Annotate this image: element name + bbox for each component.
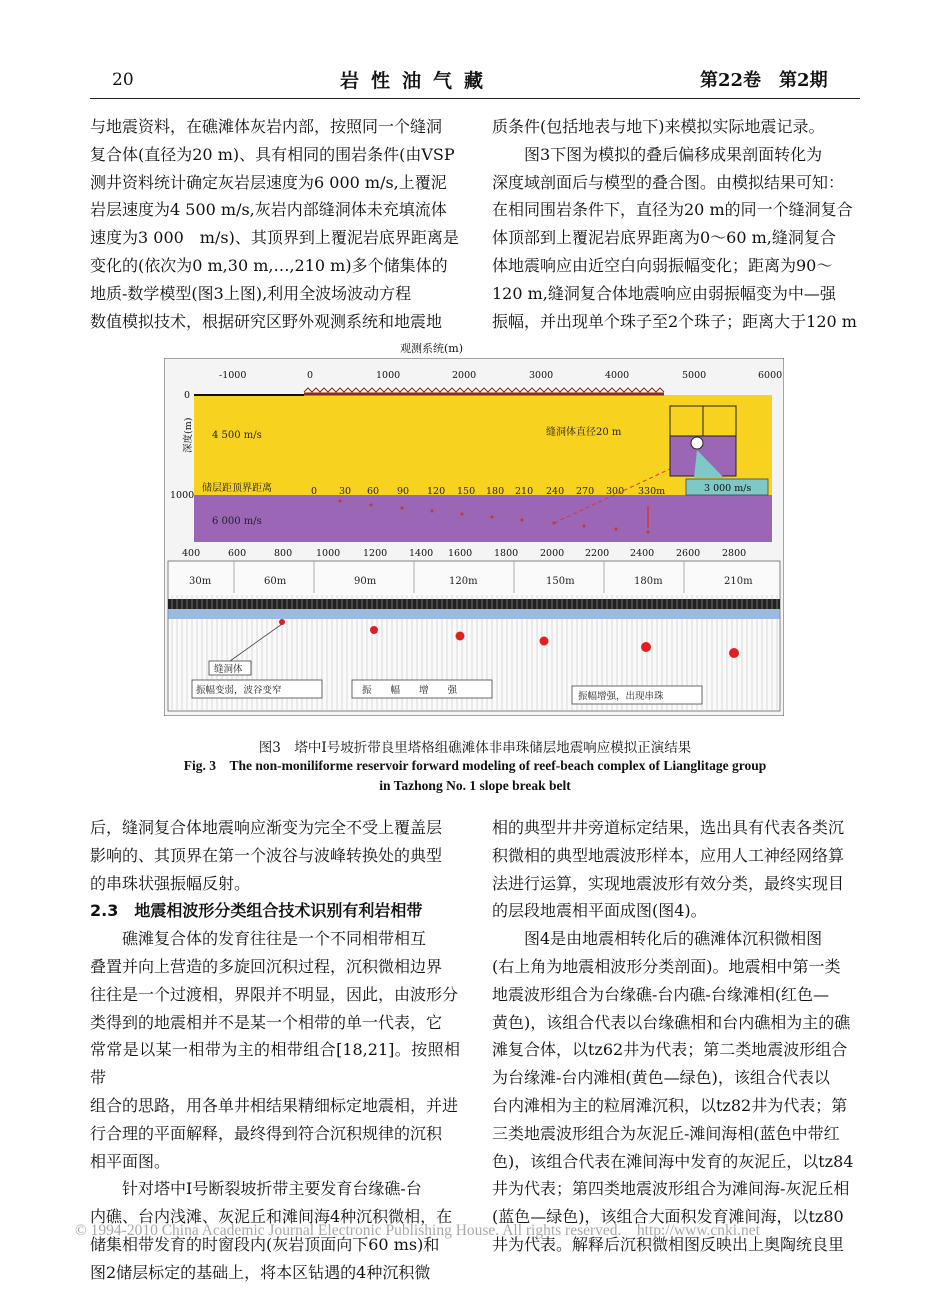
- caption-en-line: in Tazhong No. 1 slope break belt: [379, 778, 571, 793]
- distance-value: 30: [339, 486, 352, 497]
- depth-label: 深度(m): [183, 417, 194, 453]
- text-line: 深度域剖面后与模型的叠合图。由模拟结果可知：: [492, 172, 845, 192]
- text-line: 测井资料统计确定灰岩层速度为6 000 m/s,上覆泥: [90, 172, 447, 192]
- text-line: 行合理的平面解释，最终得到符合沉积规律的沉积: [90, 1123, 443, 1143]
- zone-label: 振幅增强，出现串珠: [578, 691, 664, 702]
- text-line: 影响的、其顶界在第一个波谷与波峰转换处的典型: [90, 845, 443, 865]
- text-line: 振幅，并出现单个珠子至2个珠子；距离大于120 m: [492, 311, 857, 331]
- top-tick: 6000: [758, 370, 783, 381]
- text-line: 质条件(包括地表与地下)来模拟实际地震记录。: [492, 117, 825, 136]
- section-label: 180m: [634, 576, 663, 587]
- distance-value: 150: [457, 486, 476, 497]
- text-line: 黄色)，该组合代表以台缘礁相和台内礁相为主的礁: [492, 1012, 851, 1032]
- section-label: 90m: [354, 576, 377, 587]
- bottom-tick: 1400: [409, 548, 434, 559]
- distance-value: 120: [427, 486, 446, 497]
- figure-caption-en: [90, 756, 860, 796]
- text-line: 地质-数学模型(图3上图),利用全波场波动方程: [90, 283, 412, 303]
- limestone-velocity-label: 6 000 m/s: [212, 516, 262, 527]
- top-tick: 5000: [682, 370, 707, 381]
- bottom-tick: 400: [182, 548, 201, 559]
- top-tick: 3000: [529, 370, 554, 381]
- text-line: 滩复合体，以tz62井为代表；第二类地震波形组合: [492, 1040, 848, 1060]
- top-tick: 4000: [605, 370, 630, 381]
- header-rule: [90, 98, 860, 99]
- caption-en-line: Fig. 3 The non-moniliforme reservoir forward modeling of reef-beach complex of Lianglitage group: [183, 758, 767, 773]
- bottom-tick: 600: [228, 548, 247, 559]
- bottom-tick: 2800: [722, 548, 747, 559]
- text-line: 常常是以某一相带为主的相带组合[18,21]。按照相带: [90, 1040, 460, 1088]
- bottom-tick: 1200: [363, 548, 388, 559]
- depth-tick: 0: [184, 390, 191, 401]
- text-line: 储集相带发育的时窗段内(灰岩顶面向下60 ms)和: [90, 1234, 440, 1254]
- text-line: 数值模拟技术，根据研究区野外观测系统和地震地: [90, 311, 443, 331]
- shale-velocity-label: 4 500 m/s: [212, 430, 262, 441]
- distance-value: 240: [546, 486, 565, 497]
- zone-label: 振 幅 增 强: [362, 685, 458, 696]
- section-label: 210m: [724, 576, 753, 587]
- forward-model-figure: [164, 358, 784, 716]
- text-line: 叠置并向上营造的多旋回沉积过程，沉积微相边界: [90, 956, 443, 976]
- cave-velocity-label: 3 000 m/s: [704, 483, 752, 494]
- cave-label: 缝洞体: [214, 664, 243, 675]
- cave-icon: [691, 437, 703, 449]
- text-line: 速度为3 000 m/s)、其顶界到上覆泥岩底界距离是: [90, 228, 459, 248]
- text-line: 后，缝洞复合体地震响应渐变为完全不受上覆盖层: [90, 818, 443, 837]
- distance-value: 300: [606, 486, 625, 497]
- text-line: 的层段地震相平面成图(图4)。: [492, 901, 707, 921]
- figure-top-title: 观测系统(m): [400, 342, 464, 355]
- text-line: 往往是一个过渡相，界限并不明显，因此，由波形分: [90, 984, 459, 1004]
- text-line: 组合的思路，用各单井相结果精细标定地震相，并进: [90, 1095, 459, 1115]
- copyright-footer: © 1994-2010 China Academic Journal Electronic Publishing House. All rights reserved. http://www.cnki.net: [75, 1222, 760, 1239]
- left-column-top: [90, 113, 460, 335]
- distance-value: 90: [397, 486, 410, 497]
- text-line: 为台缘滩-台内滩相(黄色—绿色)，该组合代表以: [492, 1068, 830, 1088]
- text-line: 礁滩复合体的发育往往是一个不同相带相互: [90, 929, 427, 949]
- section-label: 120m: [449, 576, 478, 587]
- text-line: 图4是由地震相转化后的礁滩体沉积微相图: [492, 929, 823, 949]
- seismic-section: [168, 561, 780, 711]
- text-line: (右上角为地震相波形分类剖面)。地震相中第一类: [492, 956, 841, 976]
- distance-value: 210: [515, 486, 534, 497]
- bottom-tick: 2200: [585, 548, 610, 559]
- text-line: 图2储层标定的基础上，将本区钻遇的4种沉积微: [90, 1262, 431, 1282]
- text-line: 相平面图。: [90, 1151, 171, 1171]
- section-label: 60m: [264, 576, 287, 587]
- text-line: 井为代表。解释后沉积微相图反映出上奥陶统良里: [492, 1234, 845, 1254]
- left-column-bottom: [90, 814, 460, 1287]
- text-line: 在相同围岩条件下，直径为20 m的同一个缝洞复合: [492, 200, 853, 220]
- depth-tick: 1000: [170, 490, 195, 501]
- text-line: 台内滩相为主的粒屑滩沉积，以tz82井为代表；第: [492, 1095, 848, 1115]
- cave-diameter-label: 缝洞体直径20 m: [546, 427, 622, 438]
- text-line: 积微相的典型地震波形样本，应用人工神经网络算: [492, 845, 845, 865]
- text-line: 内礁、台内浅滩、灰泥丘和滩间海4种沉积微相，在: [90, 1207, 453, 1227]
- top-tick: 2000: [452, 370, 477, 381]
- text-line: 三类地震波形组合为灰泥丘-滩间海相(蓝色中带红: [492, 1123, 840, 1143]
- text-line: 复合体(直径为20 m)、具有相同的围岩条件(由VSP: [90, 144, 455, 164]
- text-line: 图3下图为模拟的叠后偏移成果剖面转化为: [492, 144, 823, 164]
- zone-label: 振幅变弱，波谷变窄: [196, 685, 282, 696]
- section-label: 150m: [546, 576, 575, 587]
- text-line: 变化的(依次为0 m,30 m,…,210 m)多个储集体的: [90, 255, 448, 275]
- page-number: 20: [112, 70, 134, 90]
- distance-label: 储层距顶界距离: [202, 483, 272, 494]
- distance-value: 270: [576, 486, 595, 497]
- right-column-bottom: [492, 814, 862, 1259]
- text-line: 法进行运算，实现地震波形有效分类，最终实现目: [492, 873, 845, 893]
- bottom-tick: 1000: [316, 548, 341, 559]
- top-tick: -1000: [219, 370, 247, 381]
- distance-value: 180: [486, 486, 505, 497]
- text-line: 的串珠状强振幅反射。: [90, 873, 251, 893]
- text-line: 相的典型井井旁道标定结果，选出具有代表各类沉: [492, 818, 845, 837]
- text-line: (蓝色—绿色)，该组合大面积发育滩间海，以tz80: [492, 1207, 844, 1227]
- text-line: 体顶部到上覆泥岩底界距离为0～60 m,缝洞复合: [492, 228, 836, 248]
- right-column-top: [492, 113, 862, 335]
- bottom-tick: 800: [274, 548, 293, 559]
- top-tick: 0: [307, 370, 314, 381]
- volume-issue: 第22卷 第2期: [700, 70, 828, 91]
- text-line: 井为代表；第四类地震波形组合为滩间海-灰泥丘相: [492, 1179, 850, 1199]
- limestone-layer: [194, 495, 772, 542]
- text-line: 针对塔中Ⅰ号断裂坡折带主要发育台缘礁-台: [90, 1179, 422, 1199]
- text-line: 岩层速度为4 500 m/s,灰岩内部缝洞体未充填流体: [90, 200, 447, 220]
- bottom-tick: 1600: [448, 548, 473, 559]
- text-line: 120 m,缝洞复合体地震响应由弱振幅变为中—强: [492, 283, 836, 303]
- text-line: 与地震资料，在礁滩体灰岩内部，按照同一个缝洞: [90, 117, 443, 136]
- distance-value: 330m: [638, 486, 666, 497]
- top-tick: 1000: [376, 370, 401, 381]
- text-line: 色)，该组合代表在滩间海中发育的灰泥丘，以tz84: [492, 1151, 854, 1171]
- figure-caption-cn: 图3 塔中Ⅰ号坡折带良里塔格组礁滩体非串珠储层地震响应模拟正演结果: [258, 740, 692, 756]
- section-label: 30m: [189, 576, 212, 587]
- text-line: 类得到的地震相并不是某一个相带的单一代表，它: [90, 1012, 443, 1032]
- journal-title: 岩性油气藏: [340, 70, 496, 92]
- bottom-tick: 2000: [540, 548, 565, 559]
- distance-value: 60: [367, 486, 380, 497]
- section-heading: 2.3 地震相波形分类组合技术识别有利岩相带: [90, 901, 423, 921]
- distance-value: 0: [311, 486, 318, 497]
- bottom-tick: 1800: [494, 548, 519, 559]
- text-line: 地震波形组合为台缘礁-台内礁-台缘滩相(红色—: [492, 984, 830, 1004]
- bottom-tick: 2400: [630, 548, 655, 559]
- bottom-tick: 2600: [676, 548, 701, 559]
- text-line: 体地震响应由近空白向弱振幅变化；距离为90～: [492, 255, 833, 275]
